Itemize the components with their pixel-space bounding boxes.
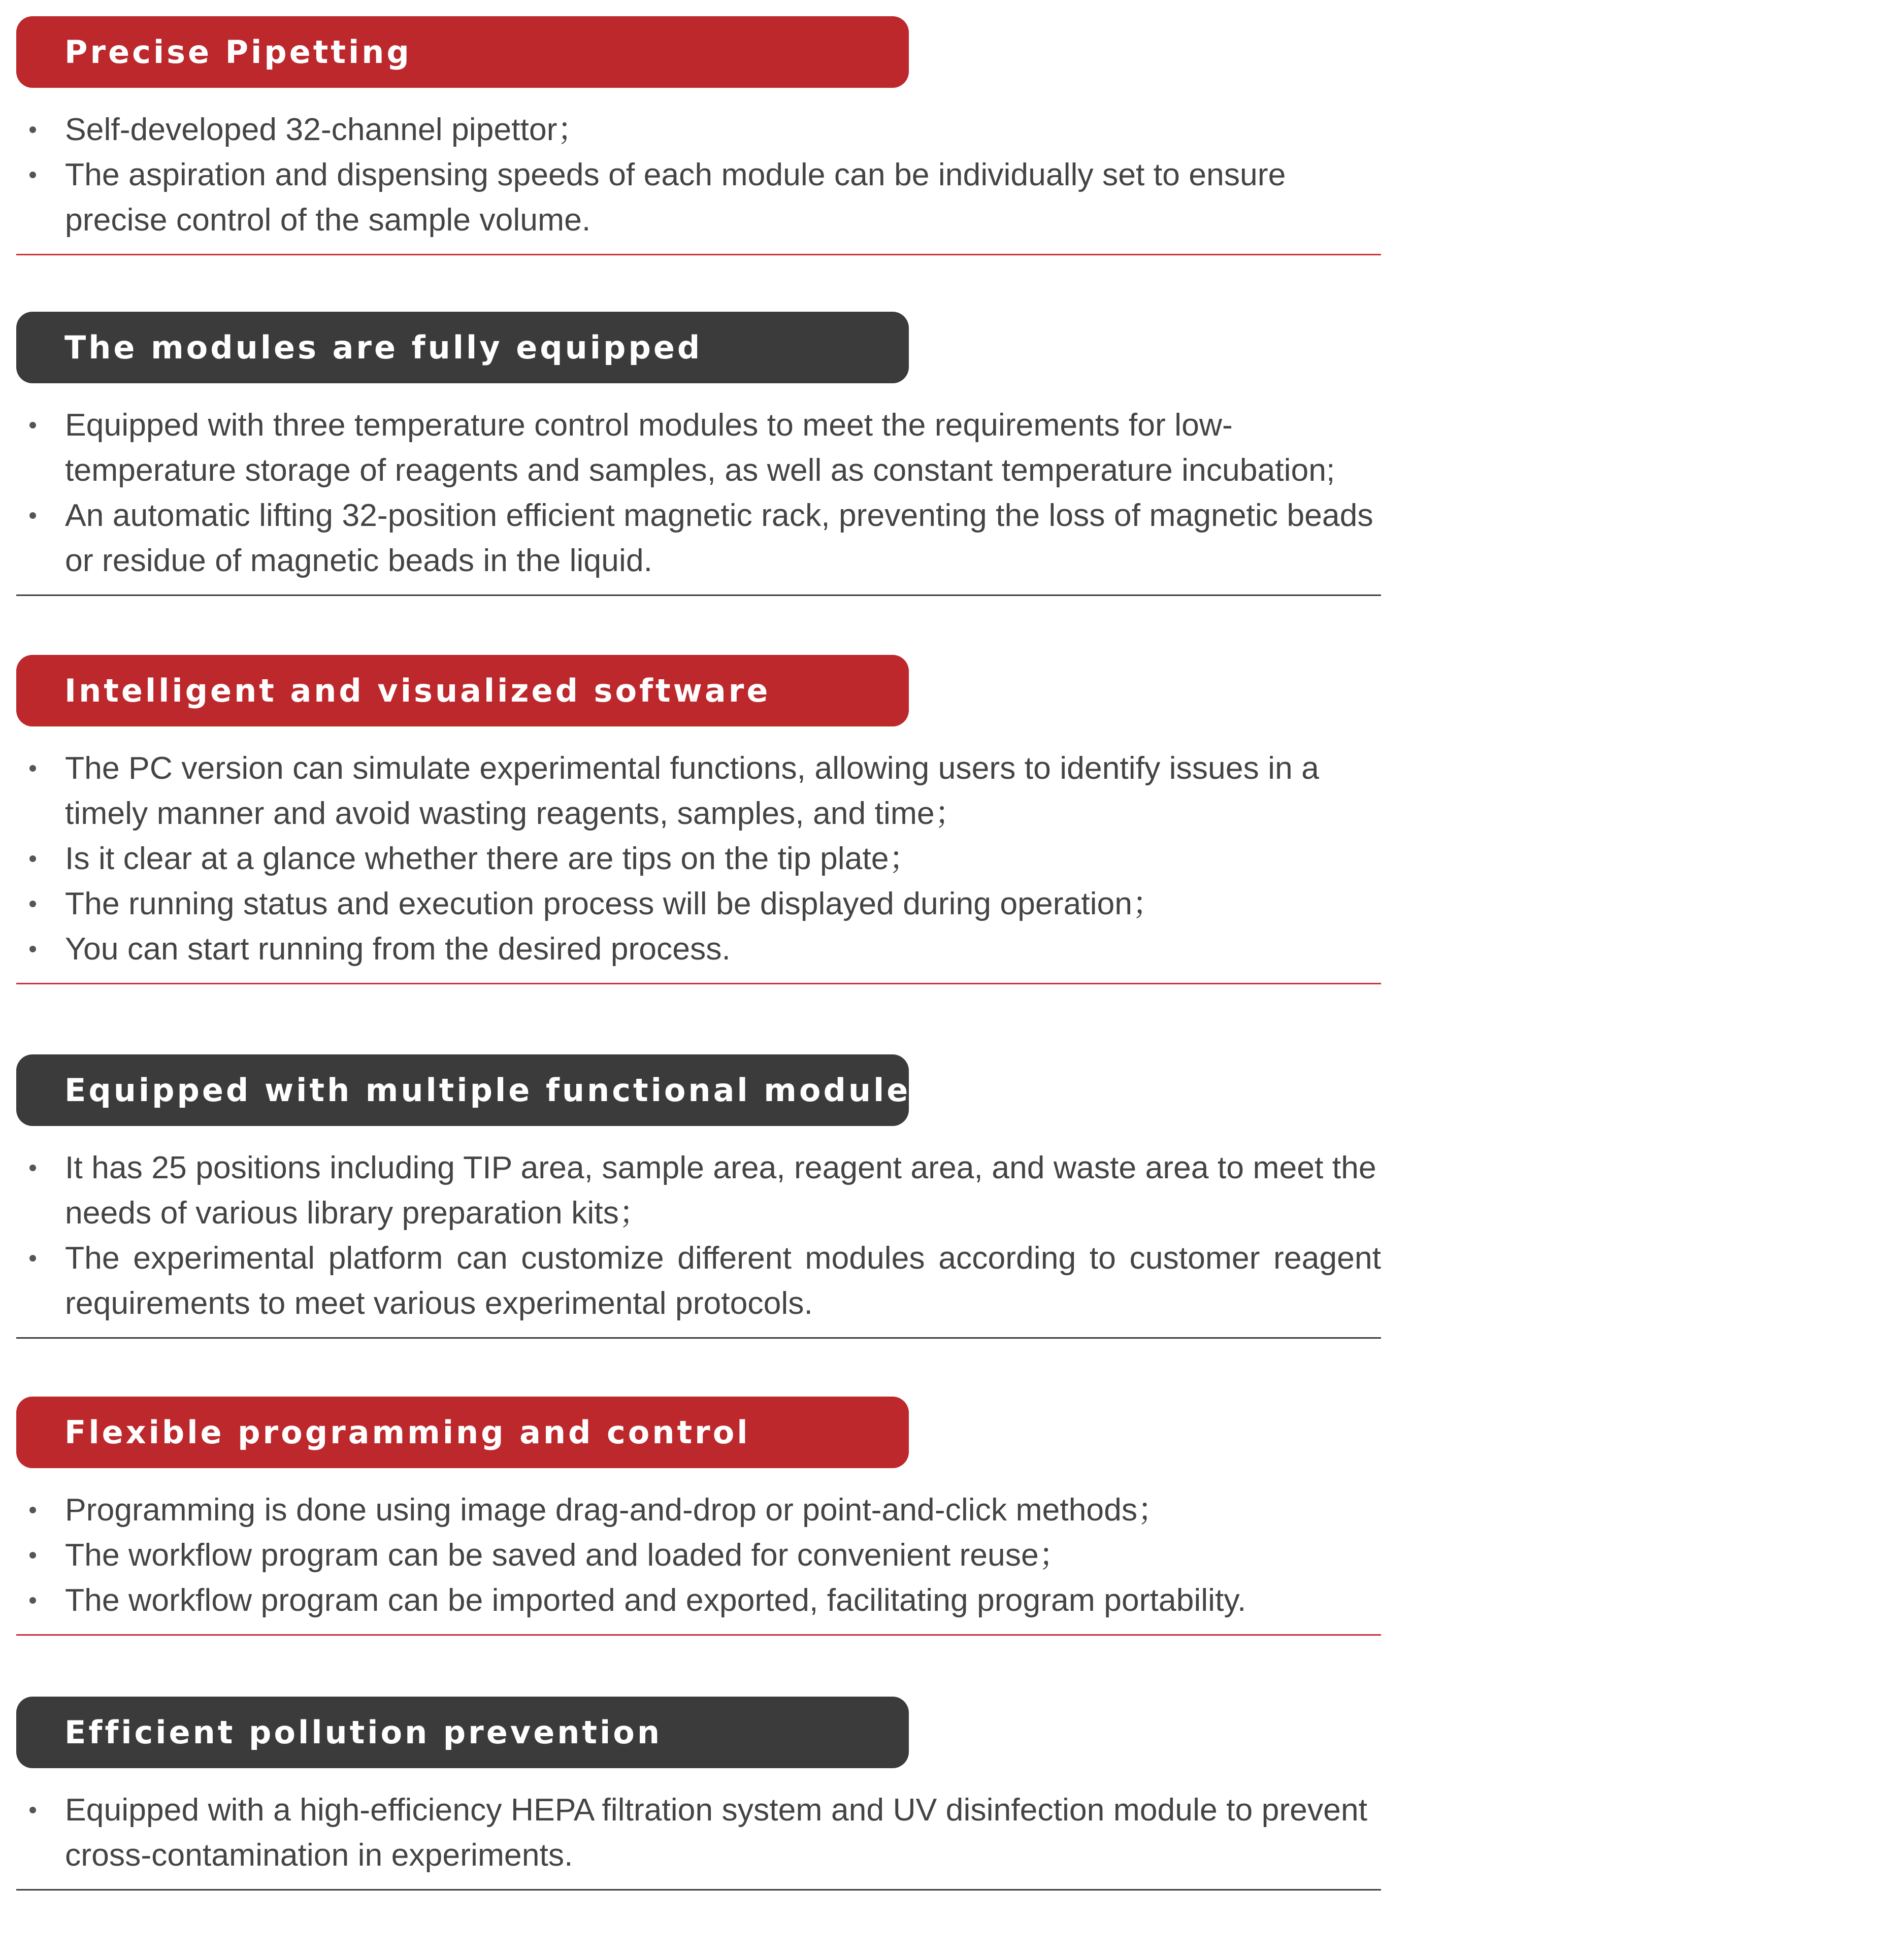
bullet-list <box>16 107 1381 243</box>
section-title: Equipped with multiple functional modules <box>64 1072 932 1109</box>
list-item-text: Programming is done using image drag-and-drop or point-and-click methods； <box>65 1492 1169 1528</box>
list-item <box>16 1145 1381 1236</box>
bullet-dot-icon <box>29 1807 36 1813</box>
bullet-dot-icon <box>29 1165 36 1171</box>
section-divider <box>16 1634 1381 1636</box>
section-header <box>16 1397 909 1468</box>
section-divider <box>16 983 1381 984</box>
section-title: Intelligent and visualized software <box>64 672 771 709</box>
section-divider <box>16 594 1381 596</box>
section-precise-pipetting <box>16 16 1381 255</box>
section-divider <box>16 1337 1381 1339</box>
list-item-text: Is it clear at a glance whether there are tips on the tip plate； <box>65 841 921 876</box>
section-intelligent-software <box>16 655 1381 984</box>
bullet-list <box>16 1487 1381 1623</box>
bullet-dot-icon <box>29 1597 36 1604</box>
list-item-text: The workflow program can be imported and exported, facilitating program portability. <box>65 1582 1246 1618</box>
bullet-dot-icon <box>29 172 36 178</box>
list-item <box>16 152 1381 243</box>
list-item <box>16 926 1381 972</box>
bullet-list <box>16 1145 1381 1326</box>
section-divider <box>16 254 1381 255</box>
bullet-dot-icon <box>29 946 36 952</box>
list-item-text: You can start running from the desired process. <box>65 931 731 967</box>
bullet-dot-icon <box>29 1552 36 1559</box>
list-item-text: The aspiration and dispensing speeds of each module can be individually set to ensure precise control of the sample volume. <box>65 157 1286 238</box>
bullet-dot-icon <box>29 1507 36 1513</box>
list-item-text: Equipped with a high-efficiency HEPA filtration system and UV disinfection module to prevent cross-contamination in experiments. <box>65 1792 1368 1873</box>
section-title: Flexible programming and control <box>64 1414 750 1451</box>
list-item <box>16 1787 1381 1878</box>
bullet-dot-icon <box>29 512 36 519</box>
section-title: The modules are fully equipped <box>64 329 703 366</box>
list-item <box>16 1578 1381 1623</box>
bullet-dot-icon <box>29 765 36 772</box>
list-item-text: Equipped with three temperature control modules to meet the requirements for low-temperature storage of reagents and samples, as well as constant temperature incubation; <box>65 407 1335 488</box>
section-header <box>16 1697 909 1768</box>
section-pollution-prevention <box>16 1697 1381 1891</box>
list-item-text: The running status and execution process will be displayed during operation； <box>65 886 1164 921</box>
section-title: Precise Pipetting <box>64 34 412 71</box>
bullet-list <box>16 746 1381 972</box>
bullet-dot-icon <box>29 901 36 907</box>
section-title: Efficient pollution prevention <box>64 1714 663 1751</box>
list-item <box>16 881 1381 926</box>
list-item <box>16 107 1381 152</box>
list-item <box>16 1533 1381 1578</box>
section-header <box>16 655 909 726</box>
list-item <box>16 836 1381 881</box>
bullet-dot-icon <box>29 1255 36 1262</box>
list-item-text: Self-developed 32-channel pipettor； <box>65 112 589 147</box>
section-header <box>16 1054 932 1126</box>
section-functional-modules <box>16 1054 1381 1339</box>
section-flexible-programming <box>16 1397 1381 1636</box>
list-item-text: It has 25 positions including TIP area, sample area, reagent area, and waste area to meet the needs of various library preparation kits； <box>65 1150 1376 1231</box>
bullet-list <box>16 1787 1381 1878</box>
list-item-text: An automatic lifting 32-position efficient magnetic rack, preventing the loss of magnetic beads or residue of magnetic beads in the liquid. <box>65 498 1373 578</box>
section-header <box>16 16 909 88</box>
section-header <box>16 312 909 383</box>
bullet-dot-icon <box>29 422 36 428</box>
section-modules-equipped <box>16 312 1381 596</box>
list-item <box>16 1236 1381 1326</box>
list-item <box>16 1487 1381 1533</box>
list-item <box>16 493 1381 583</box>
list-item <box>16 403 1381 493</box>
bullet-dot-icon <box>29 126 36 133</box>
bullet-dot-icon <box>29 855 36 862</box>
list-item-text: The experimental platform can customize different modules according to customer reagent requirements to meet various experimental protocols. <box>65 1240 1381 1321</box>
list-item-text: The workflow program can be saved and loaded for convenient reuse； <box>65 1537 1071 1573</box>
section-divider <box>16 1889 1381 1891</box>
bullet-list <box>16 403 1381 583</box>
list-item-text: The PC version can simulate experimental functions, allowing users to identify issues in a timely manner and avoid wasting reagents, samples, and time； <box>65 750 1319 831</box>
list-item <box>16 746 1381 836</box>
